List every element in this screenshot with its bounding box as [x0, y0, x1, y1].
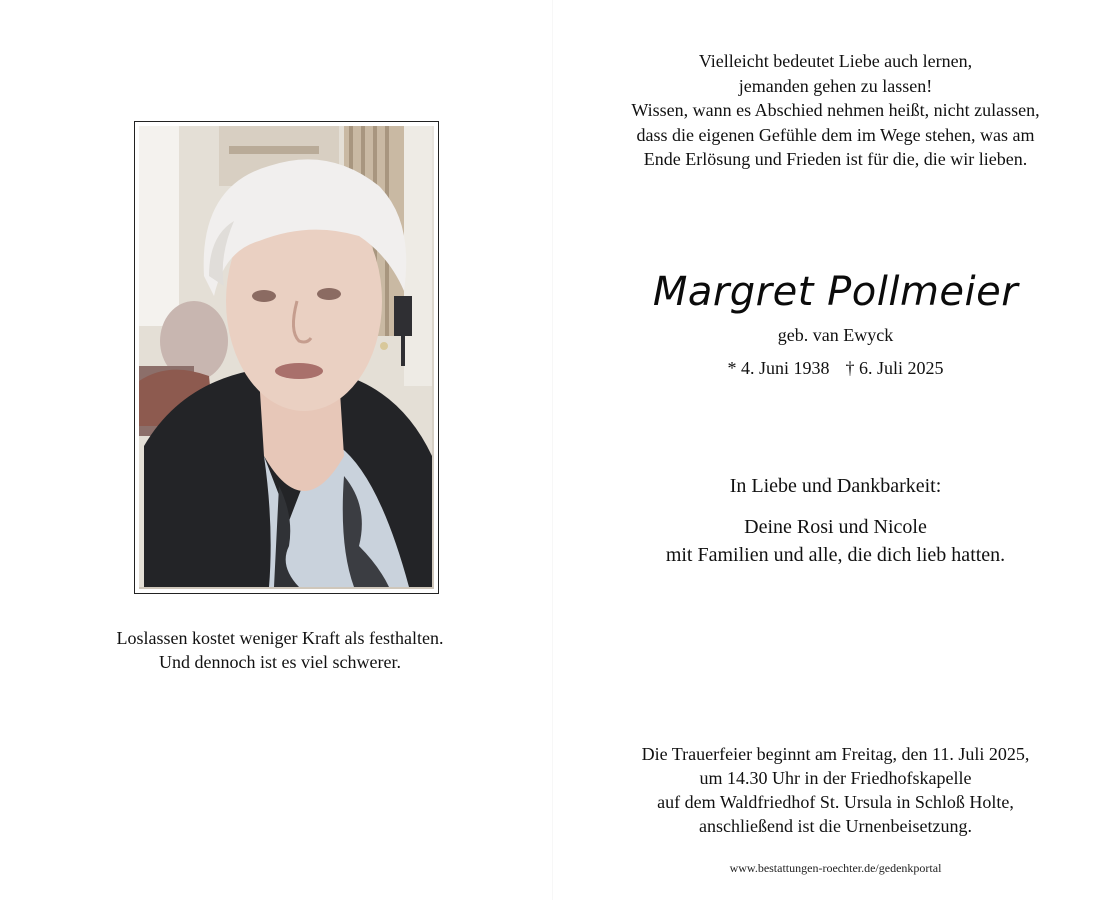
deceased-name: Margret Pollmeier — [652, 269, 1019, 315]
left-quote — [40, 626, 520, 674]
portrait-illustration — [139, 126, 432, 587]
memorial-portal-link[interactable]: www.bestattungen-roechter.de/gedenkportal — [729, 861, 942, 875]
right-page — [553, 0, 1118, 900]
left-quote-line: Loslassen kostet weniger Kraft als festhalten. — [116, 628, 444, 648]
left-quote-line: Und dennoch ist es viel schwerer. — [159, 652, 401, 672]
life-dates — [553, 357, 1118, 379]
service-line: um 14.30 Uhr in der Friedhofskapelle — [699, 768, 972, 788]
poem-line: dass die eigenen Gefühle dem im Wege stehen, was am — [636, 124, 1035, 145]
poem-line: Vielleicht bedeutet Liebe auch lernen, — [698, 51, 973, 71]
left-page — [0, 0, 552, 900]
service-line: anschließend ist die Urnenbeisetzung. — [699, 816, 972, 836]
poem-line: Ende Erlösung und Frieden ist für die, die wir lieben. — [643, 149, 1028, 169]
poem-line: jemanden gehen zu lassen! — [738, 75, 933, 96]
funeral-service-info — [553, 742, 1118, 838]
portrait-frame — [134, 121, 439, 594]
poem — [553, 49, 1118, 172]
thanks-heading: In Liebe und Dankbarkeit: — [729, 475, 942, 497]
service-line: Die Trauerfeier beginnt am Freitag, den 11. Juli 2025, — [641, 744, 1030, 764]
service-line: auf dem Waldfriedhof St. Ursula in Schloß Holte, — [657, 792, 1014, 812]
death-date: † 6. Juli 2025 — [845, 358, 944, 378]
birth-date: * 4. Juni 1938 — [727, 358, 830, 378]
mourners-line: Deine Rosi und Nicole — [744, 516, 927, 538]
mourners — [553, 513, 1118, 569]
poem-line: Wissen, wann es Abschied nehmen heißt, nicht zulassen, — [631, 100, 1040, 120]
birth-name: geb. van Ewyck — [777, 325, 894, 345]
mourners-line: mit Familien und alle, die dich lieb hatten. — [665, 544, 1006, 566]
portrait-photo — [139, 126, 434, 589]
